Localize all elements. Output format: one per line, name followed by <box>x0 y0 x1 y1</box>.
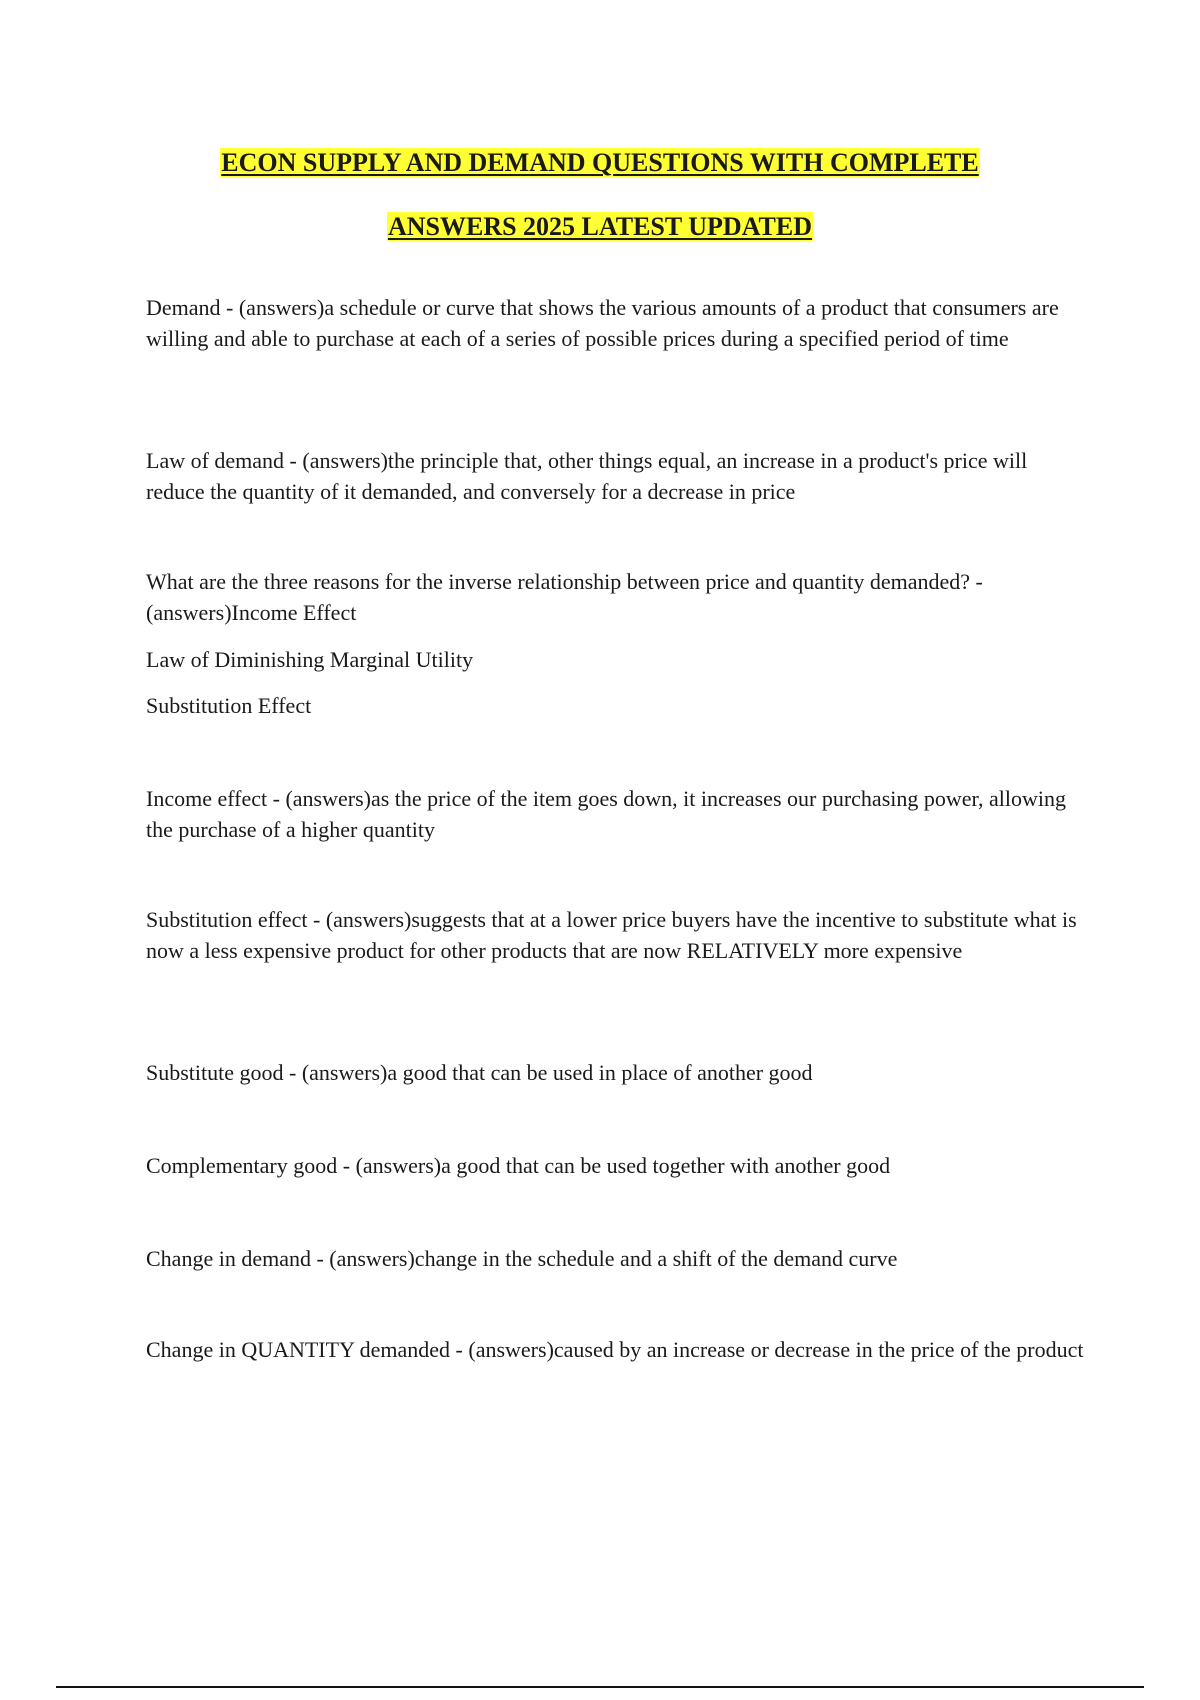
entry-diminishing-utility: Law of Diminishing Marginal Utility <box>146 647 474 672</box>
entry-demand: Demand - (answers)a schedule or curve that shows the various amounts of a product that consumers are willing and able to purchase at each of a series of possible prices during a specified period of time <box>146 295 1059 351</box>
entry-law-of-demand: Law of demand - (answers)the principle that, other things equal, an increase in a product's price will reduce the quantity of it demanded, and conversely for a decrease in price <box>146 448 1028 504</box>
footer-divider <box>56 1686 1144 1688</box>
entry-change-in-quantity-demanded: Change in QUANTITY demanded - (answers)caused by an increase or decrease in the price of the product <box>146 1337 1084 1362</box>
entry-substitution-effect-item: Substitution Effect <box>146 693 312 718</box>
title-line-2-text: ANSWERS 2025 LATEST UPDATED <box>387 212 813 241</box>
entry-three-reasons: What are the three reasons for the inverse relationship between price and quantity demanded? - (answers)Income Effect <box>146 569 983 625</box>
title-line-1-text: ECON SUPPLY AND DEMAND QUESTIONS WITH COMPLETE <box>221 148 979 177</box>
entry-complementary-good: Complementary good - (answers)a good that can be used together with another good <box>146 1153 891 1178</box>
entry-substitution-effect: Substitution effect - (answers)suggests that at a lower price buyers have the incentive to substitute what is now a less expensive product for other products that are now RELATIVELY more expensive <box>146 907 1077 963</box>
title-line-2 <box>0 211 1200 243</box>
entry-income-effect: Income effect - (answers)as the price of the item goes down, it increases our purchasing power, allowing the purchase of a higher quantity <box>146 786 1066 842</box>
entry-change-in-demand: Change in demand - (answers)change in the schedule and a shift of the demand curve <box>146 1246 898 1271</box>
title-line-1 <box>0 147 1200 179</box>
entry-substitute-good: Substitute good - (answers)a good that can be used in place of another good <box>146 1060 813 1085</box>
